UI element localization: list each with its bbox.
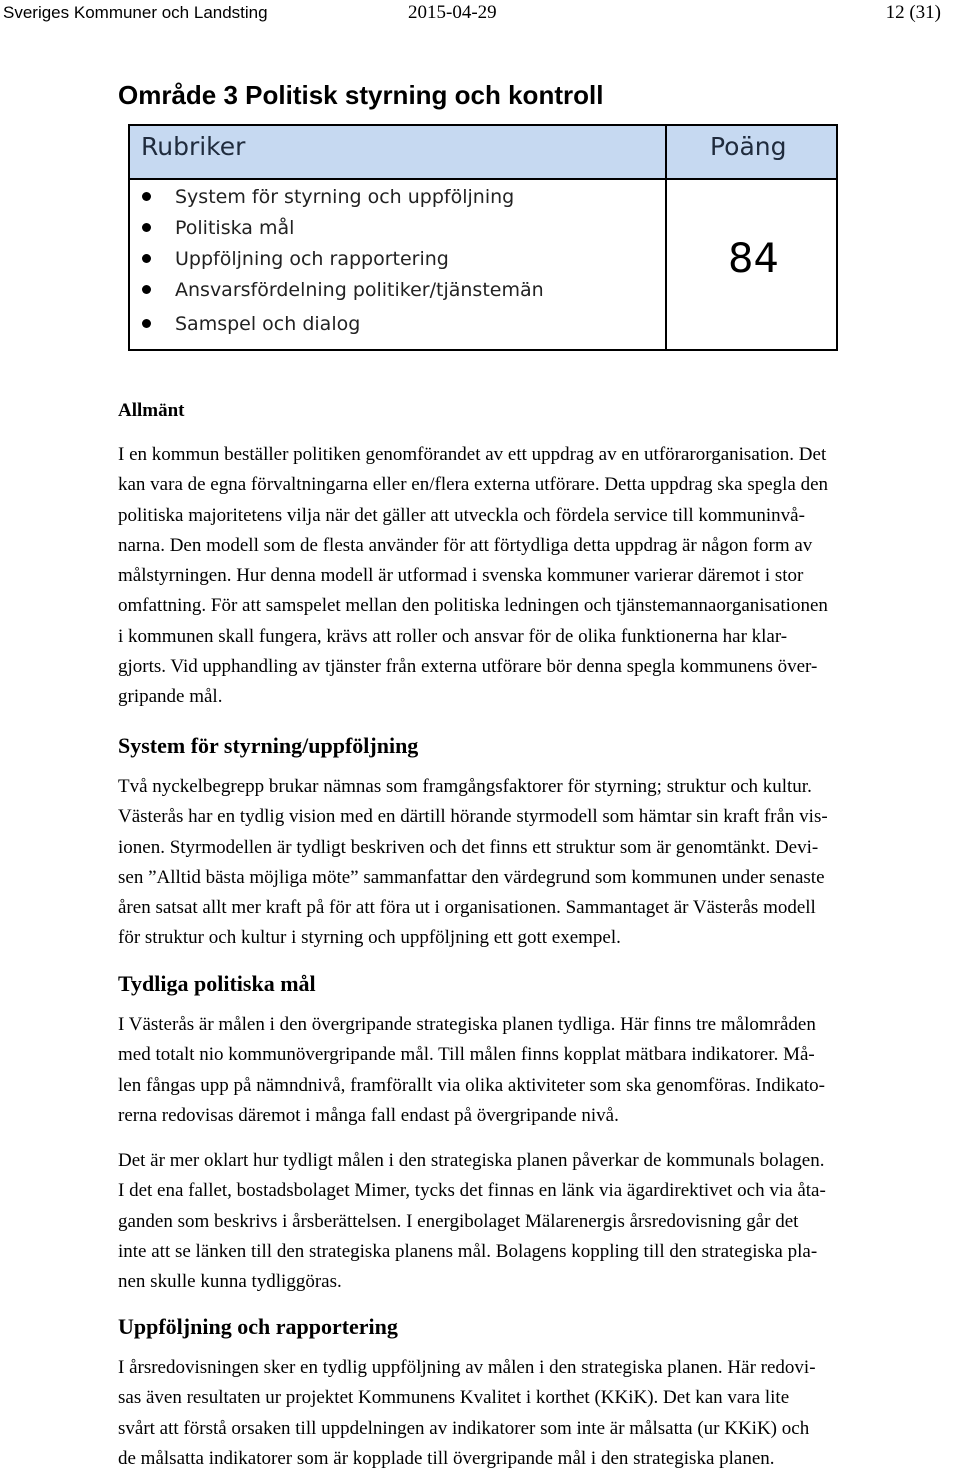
bullet-icon [142, 285, 151, 294]
score-value: 84 [728, 236, 779, 282]
text-line: ganden som beskrivs i årsberättelsen. I energibolaget Mälarenergis årsredovisning går det [118, 1210, 799, 1232]
list-item [140, 183, 544, 214]
list-item [140, 310, 544, 341]
section-heading-uppfoljning: Uppföljning och rapportering [118, 1314, 398, 1339]
header-page-number: 12 (31) [885, 2, 941, 23]
section-heading-system: System för styrning/uppföljning [118, 733, 419, 758]
text-line: nen skulle kunna tydliggöras. [118, 1271, 342, 1293]
text-line: narna. Den modell som de flesta använder för att förtydliga detta uppdrag är någon form av [118, 534, 813, 556]
text-line: gjorts. Vid upphandling av tjänster från externa utförare bör denna spegla kommunens över- [118, 656, 818, 678]
bullet-icon [142, 223, 151, 232]
list-item-label: Ansvarsfördelning politiker/tjänstemän [175, 279, 544, 301]
text-line: svårt att förstå orsaken till uppdelningen av indikatorer som inte är målsatta (ur KKiK) och [118, 1417, 810, 1439]
list-item [140, 214, 544, 245]
text-line: målstyrningen. Hur denna modell är utformad i svenska kommuner varierar däremot i stor [118, 565, 804, 587]
header-date: 2015-04-29 [408, 2, 497, 23]
section-heading-allmant: Allmänt [118, 400, 185, 421]
bullet-icon [142, 254, 151, 263]
text-line: inte att se länken till den strategiska planens mål. Bolagens koppling till den strategiska pla- [118, 1240, 818, 1262]
text-line: för struktur och kultur i styrning och uppföljning ett gott exempel. [118, 927, 621, 949]
bullet-icon [142, 192, 151, 201]
header-rubriker: Rubriker [141, 132, 246, 161]
list-item [140, 276, 544, 307]
text-line: Två nyckelbegrepp brukar nämnas som framgångsfaktorer för styrning; struktur och kultur. [118, 776, 812, 797]
text-line: I Västerås är målen i den övergripande strategiska planen tydliga. Här finns tre målområden [118, 1014, 816, 1035]
text-line: len fångas upp på nämndnivå, framförallt via olika aktiviteter som ska genomföras. Indikato- [118, 1074, 826, 1096]
text-line: sas även resultaten ur projektet Kommunens Kvalitet i korthet (KKiK). Det kan vara lite [118, 1387, 790, 1409]
text-line: i kommunen skall fungera, krävs att roller och ansvar för de olika funktionerna har klar- [118, 625, 788, 647]
text-line: sen ”Alltid bästa möjliga möte” sammanfattar den värdegrund som kommunen under senaste [118, 866, 825, 888]
page-header [0, 0, 960, 28]
text-line: med totalt nio kommunövergripande mål. Till målen finns kopplat mätbara indikatorer. Må- [118, 1044, 815, 1066]
list-item-label: System för styrning och uppföljning [175, 186, 515, 208]
uppfoljning-text [118, 1353, 958, 1474]
section-heading-mal: Tydliga politiska mål [118, 971, 316, 996]
list-item-label: Politiska mål [175, 217, 295, 239]
list-item [140, 245, 544, 276]
text-line: I det ena fallet, bostadsbolaget Mimer, tycks det finnas en länk via ägardirektivet och via åta- [118, 1180, 826, 1202]
mal-text-2 [118, 1146, 958, 1297]
text-line: Det är mer oklart hur tydligt målen i den strategiska planen påverkar de kommunals bolagen. [118, 1150, 825, 1171]
text-line: gripande mål. [118, 686, 223, 708]
system-text [118, 772, 958, 954]
list-item-label: Uppföljning och rapportering [175, 248, 449, 270]
text-line: I en kommun beställer politiken genomförandet av ett uppdrag av en utförarorganisation. Det [118, 444, 827, 465]
paragraph [118, 1146, 958, 1297]
text-line: åren satsat allt mer kraft på för att föra ut i organisationen. Sammantaget är Västerås modell [118, 897, 816, 919]
text-line: omfattning. För att samspelet mellan den politiska ledningen och tjänstemannaorganisationen [118, 595, 828, 617]
mal-text [118, 1010, 958, 1131]
paragraph [118, 772, 958, 954]
area-title: Område 3 Politisk styrning och kontroll [118, 80, 604, 110]
header-organization: Sveriges Kommuner och Landsting [3, 3, 268, 22]
paragraph [118, 1010, 958, 1131]
text-line: politiska majoritetens vilja när det gäller att utveckla och fördela service till kommuninvå- [118, 504, 805, 526]
text-line: I årsredovisningen sker en tydlig uppföljning av målen i den strategiska planen. Här redovi- [118, 1357, 816, 1378]
allmant-text [118, 440, 958, 713]
rubriker-list [140, 183, 544, 341]
score-table [128, 124, 838, 351]
paragraph [118, 1353, 958, 1474]
text-line: Västerås har en tydlig vision med en därtill hörande styrmodell som hämtar sin kraft från vis- [118, 806, 828, 828]
header-poang: Poäng [710, 132, 787, 161]
paragraph [118, 440, 958, 713]
bullet-icon [142, 319, 151, 328]
text-line: rerna redovisas däremot i många fall endast på övergripande nivå. [118, 1104, 619, 1126]
table-divider [665, 126, 667, 349]
text-line: kan vara de egna förvaltningarna eller en/flera externa utförare. Detta uppdrag ska spegla den [118, 474, 829, 496]
list-item-label: Samspel och dialog [175, 313, 361, 335]
text-line: de målsatta indikatorer som är kopplade till övergripande mål i den strategiska planen. [118, 1447, 775, 1469]
text-line: ionen. Styrmodellen är tydligt beskriven och det finns ett struktur som är genomtänkt. Devi- [118, 836, 819, 858]
